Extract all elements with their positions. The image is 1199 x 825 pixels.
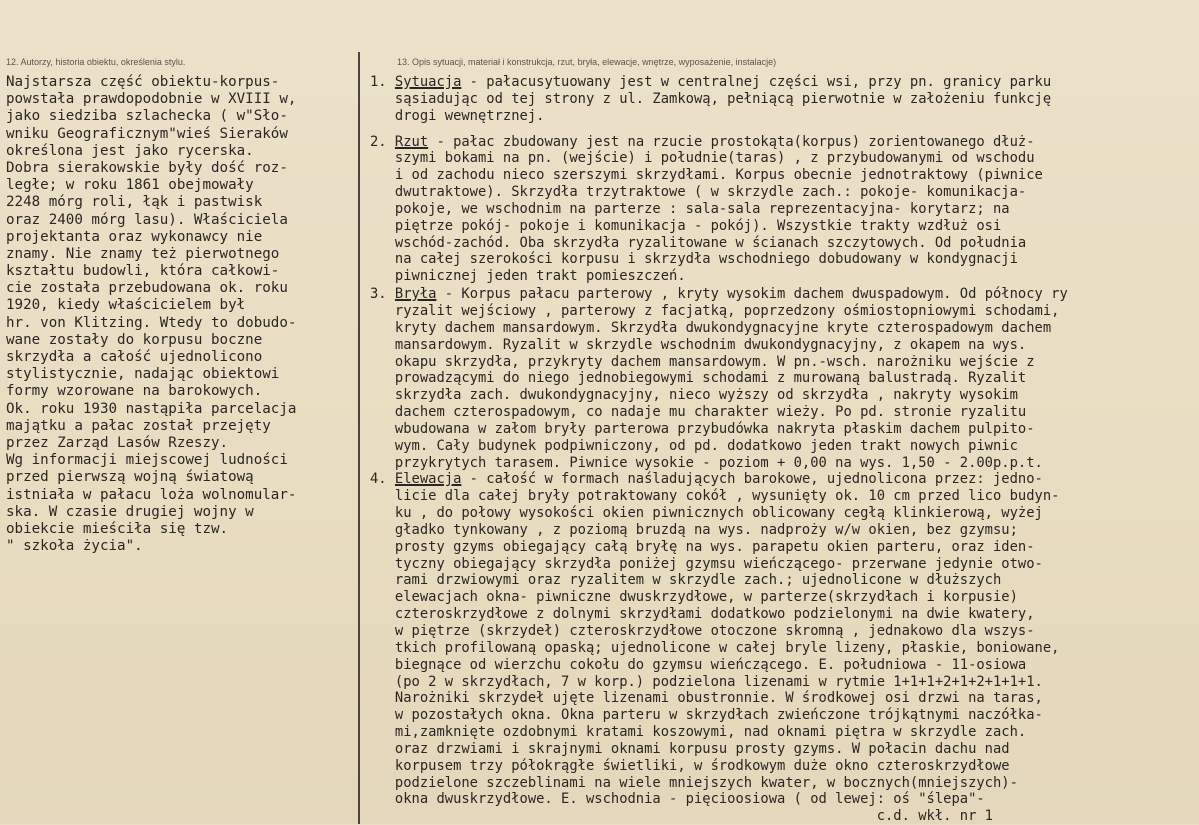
history-line: ska. W czasie drugiej wojny w — [6, 503, 254, 520]
history-line: " szkoła życia". — [6, 538, 143, 555]
right-column-header: 13. Opis sytuacji, materiał i konstrukcja, rzut, bryła, elewacje, wnętrze, wyposażenie, instalacje) — [397, 57, 777, 67]
section-first-text: - pałacusytuowany jest w centralnej części wsi, przy pn. granicy parku — [461, 74, 1052, 90]
section-line: w pozostałych okna. Okna parteru w skrzydłach zwieńczone trójkątnymi naczółka- — [370, 707, 1043, 724]
section-line: na całej szerokości korpusu i skrzydła wschodniego dobudowany w kondygnacji — [370, 251, 1018, 268]
section-line: tyczny obiegający skrzydła poniżej gzymsu wieńczącego- przerwane jedynie otwo- — [370, 555, 1043, 572]
history-line: oraz 2400 mórg lasu). Właściciela — [6, 211, 288, 228]
section-line: rami drzwiowymi oraz ryzalitem w skrzydle zach.; ujednolicone w dłuższych — [370, 572, 1002, 589]
section-line: sąsiadując od tej strony z ul. Zamkową, pełniącą pierwotnie w założeniu funkcję — [370, 90, 1052, 107]
section-line: mi,zamknięte ozdobnymi kratami koszowymi, nad oknami piętra w skrzydle zach. — [370, 724, 1027, 741]
column-divider — [358, 52, 360, 824]
history-line: hr. von Klitzing. Wtedy to dobudo- — [6, 314, 297, 331]
section-line: i od zachodu nieco szerszymi skrzydłami. Korpus obecnie jednotraktowy (piwnice — [370, 167, 1043, 184]
history-line: Najstarsza część obiektu-korpus- — [6, 74, 280, 90]
history-line: znamy. Nie znamy też pierwotnego — [6, 245, 280, 262]
section-line: pokoje, we wschodnim na parterze : sala-sala reprezentacyjna- korytarz; na — [370, 200, 1010, 217]
section-line: szymi bokami na pn. (wejście) i południe(taras) , z przybudowanymi od wschodu — [370, 150, 1035, 167]
continuation-note: c.d. wkł. nr 1 — [370, 808, 993, 825]
history-line: majątku a pałac został przejęty — [6, 417, 271, 434]
section-number: 1. — [370, 74, 395, 90]
section-line: elewacjach okna- piwniczne dwuskrzydłowe, w parterze(skrzydłach i korpusie) — [370, 589, 1018, 606]
history-line: jako siedziba szlachecka ( w"Sło- — [6, 108, 288, 125]
section-first-line — [370, 134, 1199, 151]
section-line: piętrze pokój- pokoje i komunikacja - pokój). Wszystkie trakty wzdłuż osi — [370, 217, 1002, 234]
description-text — [370, 74, 1199, 825]
history-line: ległe; w roku 1861 obejmowały — [6, 177, 254, 194]
history-line: Ok. roku 1930 nastąpiła parcelacja — [6, 400, 297, 417]
history-line: przed pierwszą wojną światową — [6, 469, 254, 486]
section-line: czteroskrzydłowe z dolnymi skrzydłami dodatkowo podzielonymi na dwie kwatery, — [370, 606, 1035, 623]
history-text — [6, 74, 356, 555]
history-line: Wg informacji miejscowej ludności — [6, 452, 288, 469]
section-line: Narożniki skrzydeł ujęte lizenami obustronnie. W środkowej osi drzwi na taras, — [370, 690, 1043, 707]
section-first-line — [370, 74, 1199, 91]
section-line: (po 2 w skrzydłach, 7 w korp.) podzielona lizenami w rytmie 1+1+1+2+1+2+1+1+1. — [370, 673, 1043, 690]
section-line: wschód-zachód. Oba skrzydła ryzalitowane w ścianach szczytowych. Od południa — [370, 234, 1027, 251]
section-title: Rzut — [394, 133, 429, 150]
section-line: wbudowana w załom bryły parterowa przybudówka nakryta płaskim dachem pulpito- — [370, 420, 1035, 437]
left-column-header: 12. Autorzy, historia obiektu, określenia stylu. — [6, 57, 186, 67]
history-line: cie została przebudowana ok. roku — [6, 280, 288, 297]
section-line: korpusem trzy półokrągłe świetliki, w środkowym duże okno czteroskrzydłowe — [370, 757, 1010, 774]
section-line: oraz drzwiami i skrajnymi oknami korpusu prosty gzyms. W połacin dachu nad — [370, 740, 1010, 757]
section-line: ryzalit wejściowy , parterowy z facjatką, poprzedzony ośmiostopniowymi schodami, — [370, 302, 1060, 319]
history-line: 1920, kiedy właścicielem był — [6, 297, 246, 314]
section-line: skrzydła zach. dwukondygnacyjny, nieco wyższy od skrzydła , nakryty wysokim — [370, 387, 1018, 404]
section-line: wym. Cały budynek podpiwniczony, od pd. dodatkowo jeden trakt nowych piwnic — [370, 437, 1018, 454]
section-line: dachem czterospadowym, co nadaje mu charakter wieży. Po pd. stronie ryzalitu — [370, 404, 1027, 421]
section-line: ku , do połowy wysokości okien piwnicznych oblicowany cegłą klinkierową, wyżej — [370, 505, 1043, 522]
history-line: Dobra sierakowskie były dość roz- — [6, 159, 288, 176]
section-title: Elewacja — [394, 471, 462, 488]
section-first-text: - całość w formach naśladujących barokowe, ujednolicona przez: jedno- — [461, 471, 1043, 488]
section-first-line — [370, 471, 1199, 488]
history-line: stylistycznie, nadając obiektowi — [6, 366, 280, 383]
history-line: istniała w pałacu loża wolnomular- — [6, 486, 297, 503]
section-line: dwutraktowe). Skrzydła trzytraktowe ( w skrzydle zach.: pokoje- komunikacja- — [370, 184, 1027, 201]
section-title: Bryła — [394, 286, 437, 303]
history-line: określona jest jako rycerska. — [6, 142, 254, 159]
history-line: wniku Geograficznym"wieś Sieraków — [6, 125, 288, 142]
section-line: podzielone szczeblinami na wiele mniejszych kwater, w bocznych(mniejszych)- — [370, 774, 1018, 791]
section-line: tkich profilowaną opaską; ujednolicone w całej bryle lizeny, płaskie, boniowane, — [370, 639, 1060, 656]
section-first-line — [370, 286, 1199, 303]
section-number: 2. — [370, 133, 395, 150]
section-line: biegnące od wierzchu cokołu do gzymsu wieńczącego. E. południowa - 11-osiowa — [370, 656, 1027, 673]
section-first-text: - Korpus pałacu parterowy , kryty wysokim dachem dwuspadowym. Od północy ry — [436, 286, 1068, 303]
history-line: obiekcie mieściła się tzw. — [6, 520, 229, 537]
history-line: 2248 mórg roli, łąk i pastwisk — [6, 194, 263, 211]
section-line: okna dwuskrzydłowe. E. wschodnia - pięcioosiowa ( od lewej: oś "ślepa"- — [370, 791, 985, 808]
history-line: kształtu budowli, która całkowi- — [6, 263, 280, 280]
section-line: w piętrze (skrzydeł) czteroskrzydłowe otoczone skromną , jednakowo dla wszys- — [370, 623, 1035, 639]
section-number: 3. — [370, 286, 395, 303]
history-line: skrzydła a całość ujednolicono — [6, 349, 263, 365]
section-first-text: - pałac zbudowany jest na rzucie prostokąta(korpus) zorientowanego dłuż- — [428, 133, 1035, 150]
section-line: prowadzącymi do niego jednobiegowymi schodami z murowaną balustradą. Ryzalit — [370, 370, 1027, 387]
history-line: projektanta oraz wykonawcy nie — [6, 228, 263, 245]
section-line: piwnicznej jeden trakt pomieszczeń. — [370, 268, 686, 285]
history-line: formy wzorowane na barokowych. — [6, 383, 263, 400]
section-line: drogi wewnętrznej. — [370, 107, 545, 124]
section-title: Sytuacja — [394, 74, 462, 90]
section-line: kryty dachem mansardowym. Skrzydła dwukondygnacyjne kryte czterospadowym dachem — [370, 319, 1052, 336]
history-line: przez Zarząd Lasów Rzeszy. — [6, 434, 229, 451]
history-line: wane zostały do korpusu boczne — [6, 331, 263, 348]
section-line: prosty gzyms obiegający całą bryłę na wys. parapetu okien parteru, oraz iden- — [370, 538, 1035, 555]
section-line: mansardowym. Ryzalit w skrzydle wschodnim dwukondygnacyjny, z okapem na wys. — [370, 336, 1027, 353]
section-line: licie dla całej bryły potraktowany cokół , wysunięty ok. 10 cm przed lico budyn- — [370, 488, 1060, 505]
section-line: gładko tynkowany , z poziomą bruzdą na wys. nadproży w/w okien, bez gzymsu; — [370, 521, 1018, 538]
section-number: 4. — [370, 471, 395, 488]
section-line: przykrytych tarasem. Piwnice wysokie - poziom + 0,00 na wys. 1,50 - 2.00p.p.t. — [370, 454, 1043, 471]
history-line: powstała prawdopodobnie w XVIII w, — [6, 91, 297, 108]
section-line: okapu skrzydła, przykryty dachem mansardowym. W pn.-wsch. narożniku wejście z — [370, 353, 1035, 370]
